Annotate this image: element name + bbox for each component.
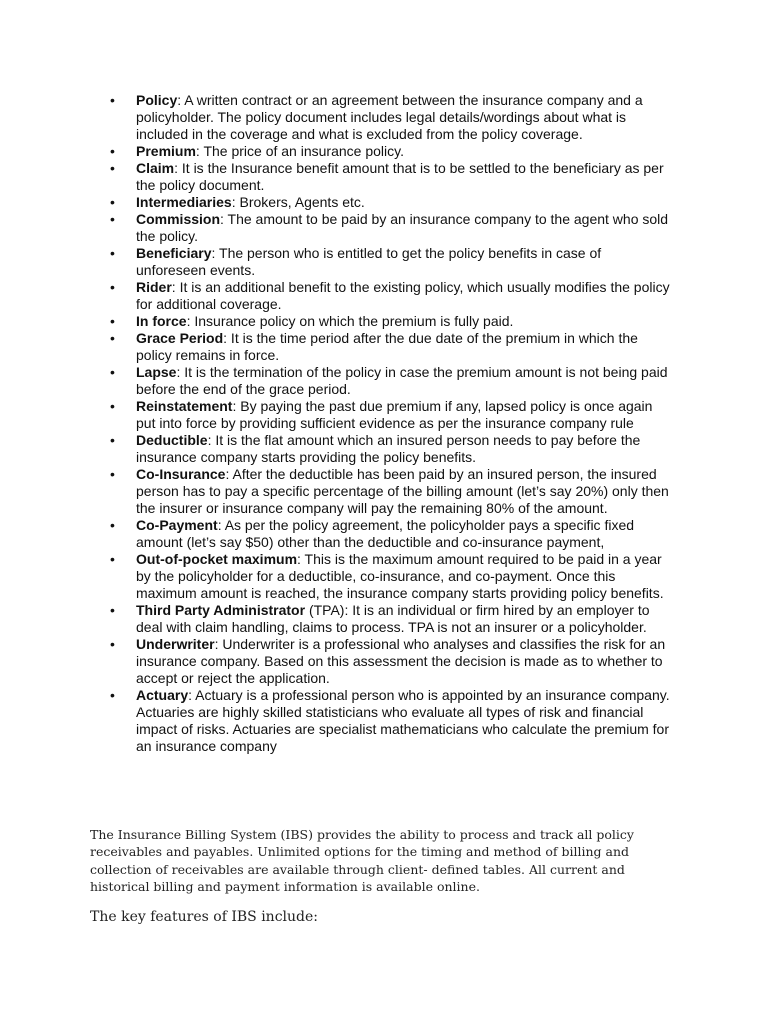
glossary-definition: : The amount to be paid by an insurance company to the agent who sold the policy.: [136, 211, 669, 244]
glossary-item: [110, 687, 675, 755]
glossary-term: Commission: [136, 211, 221, 227]
bullet-icon: •: [110, 364, 115, 380]
bullet-icon: •: [110, 398, 115, 414]
key-features-heading: The key features of IBS include:: [90, 908, 318, 925]
glossary-item: [110, 245, 675, 279]
glossary-item: [110, 330, 675, 364]
glossary-item: [110, 313, 675, 330]
glossary-term: Rider: [136, 279, 172, 295]
bullet-icon: •: [110, 160, 115, 176]
bullet-icon: •: [110, 517, 115, 533]
bullet-icon: •: [110, 279, 115, 295]
bullet-icon: •: [110, 432, 115, 448]
glossary-term: Reinstatement: [136, 398, 233, 414]
ibs-description-paragraph: The Insurance Billing System (IBS) provides the ability to process and track all policy receivables and payables. Unlimited options for the timing and method of billing and collection of receivables are available through client- defined tables. All current and historical billing and payment information is available online.: [90, 827, 634, 895]
bullet-icon: •: [110, 466, 115, 482]
glossary-definition: : This is the maximum amount required to be paid in a year by the policyholder for a deductible, co-insurance, and co-payment. Once this maximum amount is reached, the insurance company starts providing policy benefits.: [136, 551, 664, 601]
glossary-term: Grace Period: [136, 330, 224, 346]
glossary-definition: : By paying the past due premium if any, lapsed policy is once again put into force by providing sufficient evidence as per the insurance company rule: [136, 398, 653, 431]
glossary-definition: : Underwriter is a professional who analyses and classifies the risk for an insurance company. Based on this assessment the decision is made as to whether to accept or reject the application.: [136, 636, 666, 686]
glossary-definition: : It is the termination of the policy in case the premium amount is not being paid before the end of the grace period.: [136, 364, 668, 397]
bullet-icon: •: [110, 330, 115, 346]
glossary-term: Policy: [136, 92, 178, 108]
bullet-icon: •: [110, 602, 115, 618]
glossary-term: Lapse: [136, 364, 177, 380]
glossary-item: [110, 636, 675, 687]
glossary-definition: : The person who is entitled to get the policy benefits in case of unforeseen events.: [136, 245, 602, 278]
bullet-icon: •: [110, 313, 115, 329]
bullet-icon: •: [110, 194, 115, 210]
glossary-definition: : Brokers, Agents etc.: [231, 194, 365, 210]
glossary-definition: : It is the flat amount which an insured person needs to pay before the insurance company starts providing the policy benefits.: [136, 432, 641, 465]
bullet-icon: •: [110, 245, 115, 261]
bullet-icon: •: [110, 551, 115, 567]
glossary-definition: : A written contract or an agreement between the insurance company and a policyholder. The policy document includes legal details/wordings about what is included in the coverage and what is excluded from the policy coverage.: [136, 92, 643, 142]
glossary-term: Co-Payment: [136, 517, 218, 533]
glossary-term: Actuary: [136, 687, 189, 703]
glossary-term: Out-of-pocket maximum: [136, 551, 298, 567]
glossary-item: [110, 602, 675, 636]
glossary-definition: : It is an additional benefit to the existing policy, which usually modifies the policy for additional coverage.: [136, 279, 670, 312]
glossary-item: [110, 364, 675, 398]
glossary-item: [110, 92, 675, 143]
glossary-list: [110, 92, 675, 755]
glossary-term: Underwriter: [136, 636, 215, 652]
glossary-term: Intermediaries: [136, 194, 232, 210]
glossary-definition: : Insurance policy on which the premium is fully paid.: [186, 313, 514, 329]
glossary-item: [110, 279, 675, 313]
glossary-term: Third Party Administrator: [136, 602, 306, 618]
glossary-definition: : It is an individual or firm hired by an employer to deal with claim handling, claims to process. TPA is not an insurer or a policyholder.: [136, 602, 650, 635]
glossary-term-suffix: (TPA): [305, 602, 345, 618]
glossary-term: Premium: [136, 143, 196, 159]
bullet-icon: •: [110, 687, 115, 703]
bullet-icon: •: [110, 636, 115, 652]
ibs-section: [90, 826, 680, 926]
glossary-term: Beneficiary: [136, 245, 212, 261]
glossary-item: [110, 432, 675, 466]
glossary-definition: : As per the policy agreement, the policyholder pays a specific fixed amount (let’s say $50) other than the deductible and co-insurance payment,: [136, 517, 635, 550]
glossary-item: [110, 160, 675, 194]
glossary-term: In force: [136, 313, 187, 329]
glossary-term: Co-Insurance: [136, 466, 226, 482]
bullet-icon: •: [110, 143, 115, 159]
glossary-item: [110, 398, 675, 432]
glossary-item: [110, 517, 675, 551]
glossary-item: [110, 194, 675, 211]
bullet-icon: •: [110, 92, 115, 108]
glossary-term: Claim: [136, 160, 175, 176]
glossary-definition: : Actuary is a professional person who is appointed by an insurance company. Actuaries are highly skilled statisticians who evaluate all types of risk and financial impact of risks. Actuaries are specialist mathematicians who calculate the premium for an insurance company: [136, 687, 670, 754]
bullet-icon: •: [110, 211, 115, 227]
glossary-definition: : It is the Insurance benefit amount that is to be settled to the beneficiary as per the policy document.: [136, 160, 664, 193]
glossary-item: [110, 143, 675, 160]
glossary-item: [110, 211, 675, 245]
glossary-definition: : It is the time period after the due date of the premium in which the policy remains in force.: [136, 330, 638, 363]
glossary-item: [110, 551, 675, 602]
glossary-definition: : After the deductible has been paid by an insured person, the insured person has to pay a specific percentage of the billing amount (let’s say 20%) only then the insurer or insurance company will pay the remaining 80% of the amount.: [136, 466, 669, 516]
glossary-term: Deductible: [136, 432, 208, 448]
glossary-definition: : The price of an insurance policy.: [195, 143, 404, 159]
glossary-item: [110, 466, 675, 517]
